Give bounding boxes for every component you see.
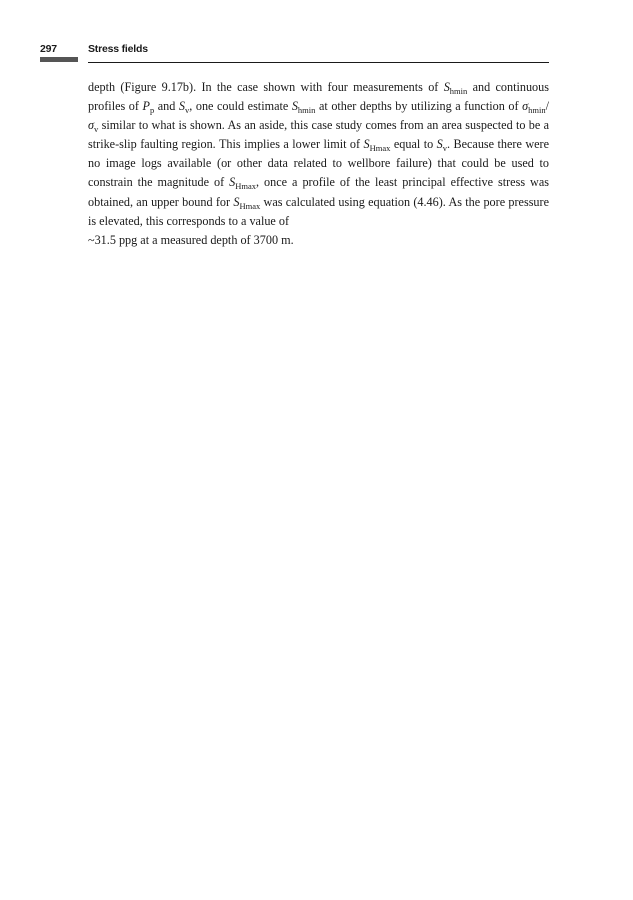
text-run: equal to bbox=[390, 137, 437, 152]
subscript-hmin: hmin bbox=[449, 86, 468, 96]
section-title: Stress fields bbox=[88, 43, 148, 55]
subscript-hmax: Hmax bbox=[235, 181, 257, 192]
symbol-s: S bbox=[436, 137, 443, 152]
symbol-s: S bbox=[363, 137, 370, 152]
text-run: at other depths by utilizing a function of bbox=[315, 99, 523, 114]
subscript-hmax: Hmax bbox=[369, 143, 391, 154]
text-run: and continuous profiles of bbox=[88, 80, 549, 114]
text-run: depth (Figure 9.17b). In the case shown with four measurements of bbox=[88, 80, 444, 94]
page-number-bar bbox=[40, 57, 78, 62]
text-run: similar to what is shown. As an aside, this case study comes from an area suspected to be a strike-slip faulting region. This implies a lower limit of bbox=[88, 118, 549, 152]
subscript-hmax: Hmax bbox=[239, 200, 261, 211]
text-run: and bbox=[154, 99, 179, 114]
fraction-slash: / bbox=[545, 99, 549, 114]
subscript-v: v bbox=[185, 105, 190, 116]
symbol-p: P bbox=[142, 99, 150, 114]
subscript-hmin: hmin bbox=[528, 105, 546, 116]
symbol-s: S bbox=[229, 175, 236, 190]
body-paragraph bbox=[88, 78, 549, 250]
text-run: . Because there were no image logs available (or other data related to wellbore failure) that could be used to constrain the magnitude of bbox=[88, 137, 549, 190]
subscript-v: v bbox=[94, 124, 99, 135]
text-run: ~31.5 ppg at a measured depth of 3700 m. bbox=[88, 232, 294, 247]
symbol-s: S bbox=[178, 99, 186, 114]
symbol-s: S bbox=[291, 99, 298, 114]
text-run: , once a profile of the least principal effective stress was obtained, an upper bound for bbox=[88, 175, 550, 209]
subscript-hmin: hmin bbox=[297, 105, 316, 116]
text-run: , one could estimate bbox=[189, 99, 292, 114]
symbol-s: S bbox=[233, 194, 240, 209]
header-rule bbox=[88, 62, 549, 63]
symbol-sigma: σ bbox=[88, 118, 95, 133]
page-number: 297 bbox=[40, 43, 57, 55]
running-header bbox=[40, 43, 549, 65]
subscript-p: p bbox=[149, 105, 155, 116]
text-run: was calculated using equation (4.46). As the pore pressure is elevated, this corresponds to a value of bbox=[88, 194, 549, 228]
subscript-v: v bbox=[442, 143, 447, 154]
symbol-s: S bbox=[443, 80, 450, 94]
symbol-sigma: σ bbox=[522, 99, 529, 114]
